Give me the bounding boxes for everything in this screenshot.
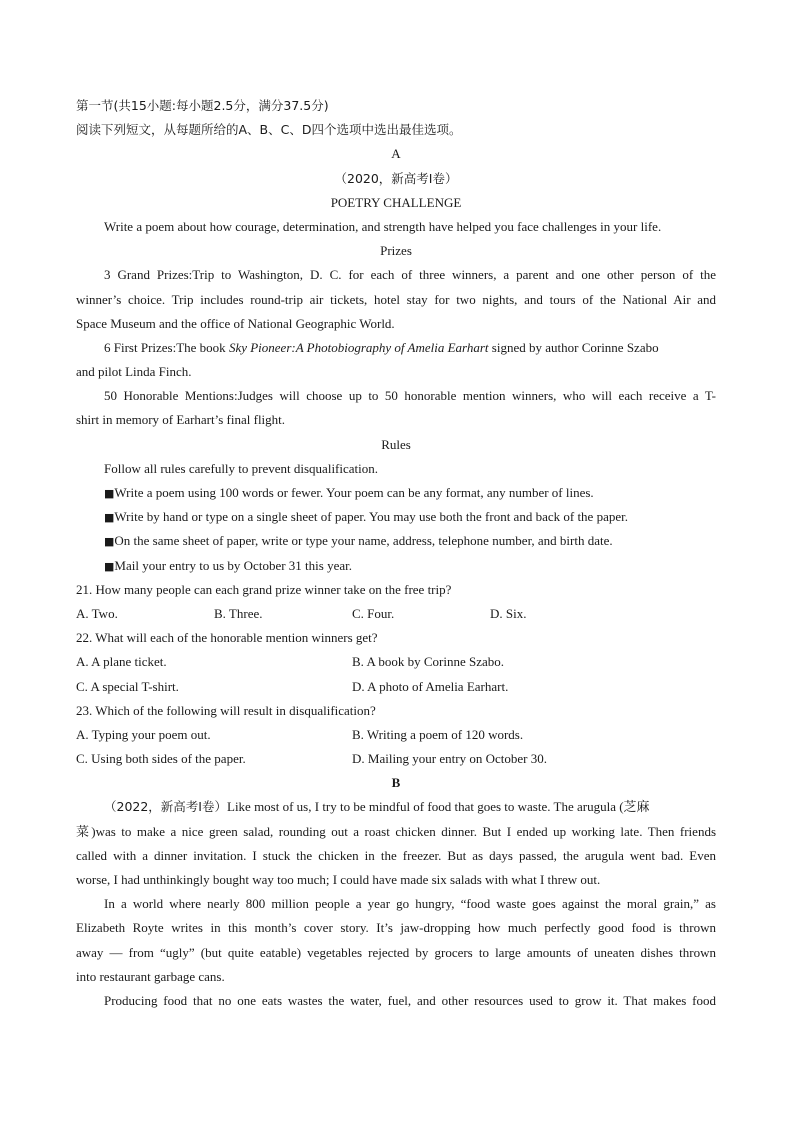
question-23-options-row-1 <box>76 723 716 747</box>
passage-b-p1-line-4: worse, I had unthinkingly bought way too much; I could have made six salads with what I threw out. <box>76 872 601 887</box>
rule-text: On the same sheet of paper, write or type your name, address, telephone number, and birth date. <box>114 533 613 549</box>
grand-prize-line-1: 3 Grand Prizes:Trip to Washington, D. C. for each of three winners, a parent and one other person of the <box>104 267 716 283</box>
passage-b-p2-line-4: into restaurant garbage cans. <box>76 968 225 984</box>
rule-text: Write a poem using 100 words or fewer. Your poem can be any format, any number of lines. <box>114 485 594 500</box>
q21-option-d: D. Six. <box>490 605 527 621</box>
q22-option-a: A. A plane ticket. <box>76 654 167 670</box>
question-22-stem: 22. What will each of the honorable mention winners get? <box>76 630 378 646</box>
q23-option-b: B. Writing a poem of 120 words. <box>352 726 524 742</box>
passage-a-title: POETRY CHALLENGE <box>330 194 462 210</box>
first-prize-suffix: signed by author Corinne Szabo <box>488 339 659 355</box>
honorable-mention-line-2: shirt in memory of Earhart’s final flight. <box>76 412 286 428</box>
first-prize-line-1 <box>76 336 716 360</box>
q21-option-a: A. Two. <box>76 605 118 621</box>
rules-intro: Follow all rules carefully to prevent disqualification. <box>104 460 379 476</box>
bullet-square-icon: ■ <box>104 487 115 500</box>
passage-b-source: （2022，新高考Ⅰ卷） <box>104 799 227 815</box>
passage-a-intro: Write a poem about how courage, determination, and strength have helped you face challenges in your life. <box>104 218 662 234</box>
rules-heading: Rules <box>381 436 411 452</box>
passage-b-p2-line-3: away — from “ugly” (but quite eatable) vegetables rejected by grocers to large amounts of uneaten dishes thrown <box>76 944 716 960</box>
rule-text: Write by hand or type on a single sheet of paper. You may use both the front and back of the paper. <box>114 509 628 525</box>
passage-b-p2-line-2: Elizabeth Royte writes in this month’s cover story. It’s jaw-dropping how much perfectly good food is thrown <box>76 920 716 936</box>
honorable-mention-line-1: 50 Honorable Mentions:Judges will choose up to 50 honorable mention winners, who will each receive a T- <box>104 388 716 404</box>
passage-a-label: A <box>391 146 401 162</box>
passage-b-p1-line-1-text: Like most of us, I try to be mindful of food that goes to waste. The arugula (芝麻 <box>227 799 650 815</box>
first-prize-prefix: 6 First Prizes:The book <box>104 339 229 355</box>
q23-option-c: C. Using both sides of the paper. <box>76 751 246 767</box>
passage-b-p3-line-1: Producing food that no one eats wastes the water, fuel, and other resources used to grow it. That makes food <box>104 992 716 1008</box>
q21-option-b: B. Three. <box>214 605 263 621</box>
q23-option-a: A. Typing your poem out. <box>76 726 211 742</box>
rule-item <box>76 481 716 505</box>
first-prize-line-2: and pilot Linda Finch. <box>76 364 192 380</box>
bullet-square-icon: ■ <box>104 511 115 525</box>
question-21-stem: 21. How many people can each grand prize winner take on the free trip? <box>76 581 452 597</box>
q21-option-c: C. Four. <box>352 605 395 621</box>
section-header: 第一节(共15小题:每小题2.5分，满分37.5分) <box>76 98 329 113</box>
q22-option-b: B. A book by Corinne Szabo. <box>352 654 505 670</box>
passage-b-label: B <box>391 775 401 791</box>
rule-item <box>76 505 716 529</box>
question-21-options <box>76 602 716 626</box>
grand-prize-line-2: winner’s choice. Trip includes round-trip air tickets, hotel stay for two nights, and tours of the National Air and <box>76 291 716 307</box>
rule-item <box>76 554 716 578</box>
passage-b-p1-line-3: called with a dinner invitation. I stuck the chicken in the freezer. But as days passed, the arugula went bad. Even <box>76 847 716 863</box>
passage-b-p1-line-1 <box>76 795 716 819</box>
bullet-square-icon: ■ <box>104 559 115 573</box>
instructions: 阅读下列短文，从每题所给的A、B、C、D四个选项中选出最佳选项。 <box>76 122 462 138</box>
prizes-heading: Prizes <box>380 243 412 259</box>
passage-b-p1-line-2: 菜)was to make a nice green salad, rounding out a roast chicken dinner. But I ended up working late. Then friends <box>76 823 716 839</box>
book-title: Sky Pioneer:A Photobiography of Amelia Earhart <box>228 339 489 355</box>
question-23-options-row-2 <box>76 747 716 771</box>
q23-option-d: D. Mailing your entry on October 30. <box>352 751 547 767</box>
rule-item <box>76 529 716 553</box>
bullet-square-icon: ■ <box>104 535 115 549</box>
grand-prize-line-3: Space Museum and the office of National Geographic World. <box>76 315 395 331</box>
q22-option-c: C. A special T-shirt. <box>76 678 179 694</box>
passage-b-p2-line-1: In a world where nearly 800 million people a year go hungry, “food waste goes against the moral grain,” as <box>104 896 716 912</box>
rule-text: Mail your entry to us by October 31 this year. <box>114 557 352 573</box>
question-23-stem: 23. Which of the following will result in disqualification? <box>76 702 376 718</box>
q22-option-d: D. A photo of Amelia Earhart. <box>352 678 509 694</box>
question-22-options-row-1 <box>76 650 716 674</box>
exam-page <box>76 94 716 1013</box>
question-22-options-row-2 <box>76 675 716 699</box>
passage-a-source: （2020，新高考Ⅰ卷） <box>334 170 458 186</box>
